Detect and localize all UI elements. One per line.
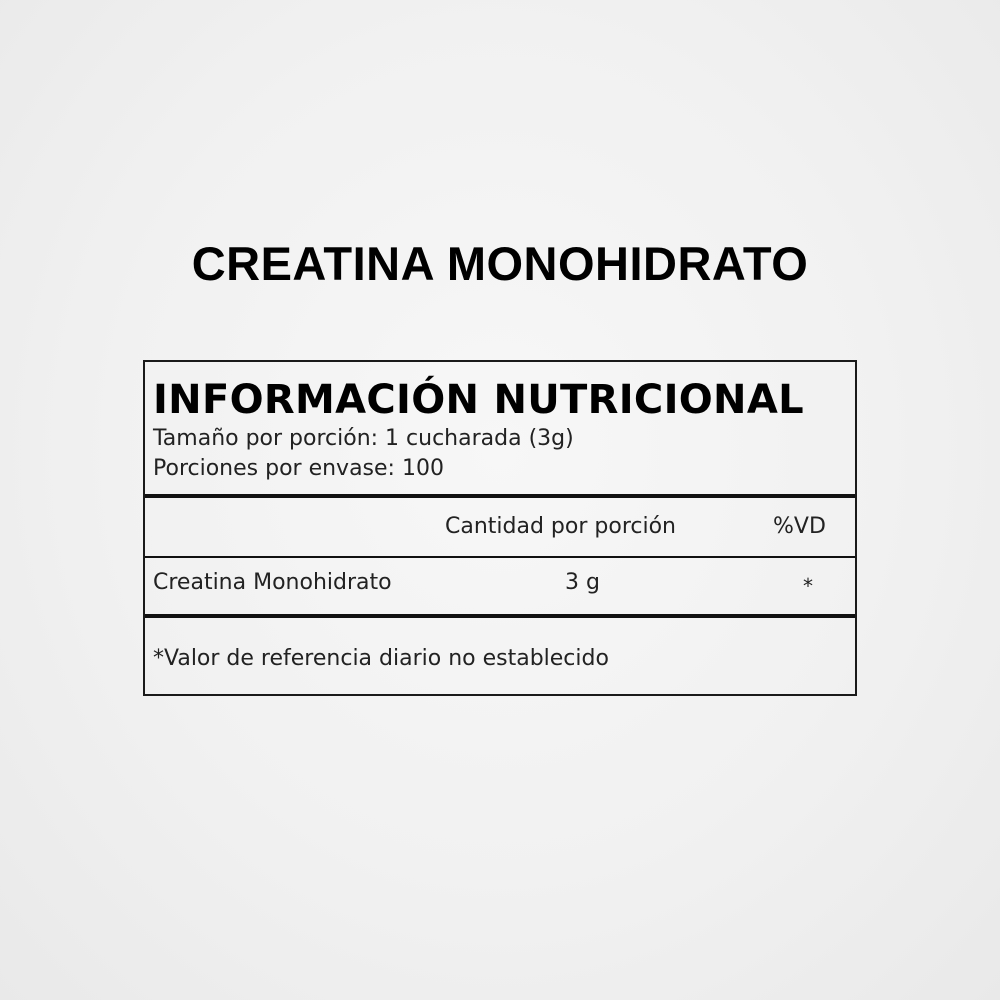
nutrient-row	[145, 558, 855, 618]
footnote-row	[145, 618, 855, 692]
daily-value-label: %VD	[773, 514, 826, 539]
column-header-row	[145, 498, 855, 558]
panel-heading: INFORMACIÓN NUTRICIONAL	[153, 377, 804, 423]
amount-per-serving-label: Cantidad por porción	[445, 514, 676, 539]
nutrition-facts-panel	[143, 360, 857, 696]
serving-size: Tamaño por porción: 1 cucharada (3g)	[153, 426, 574, 451]
nutrient-daily-value: *	[803, 574, 813, 598]
nutrient-amount: 3 g	[565, 570, 600, 595]
product-title: CREATINA MONOHIDRATO	[191, 237, 809, 290]
nutrient-name: Creatina Monohidrato	[153, 570, 392, 595]
footnote: *Valor de referencia diario no establecido	[153, 646, 609, 671]
servings-per-container: Porciones por envase: 100	[153, 456, 444, 481]
panel-header	[145, 362, 855, 498]
